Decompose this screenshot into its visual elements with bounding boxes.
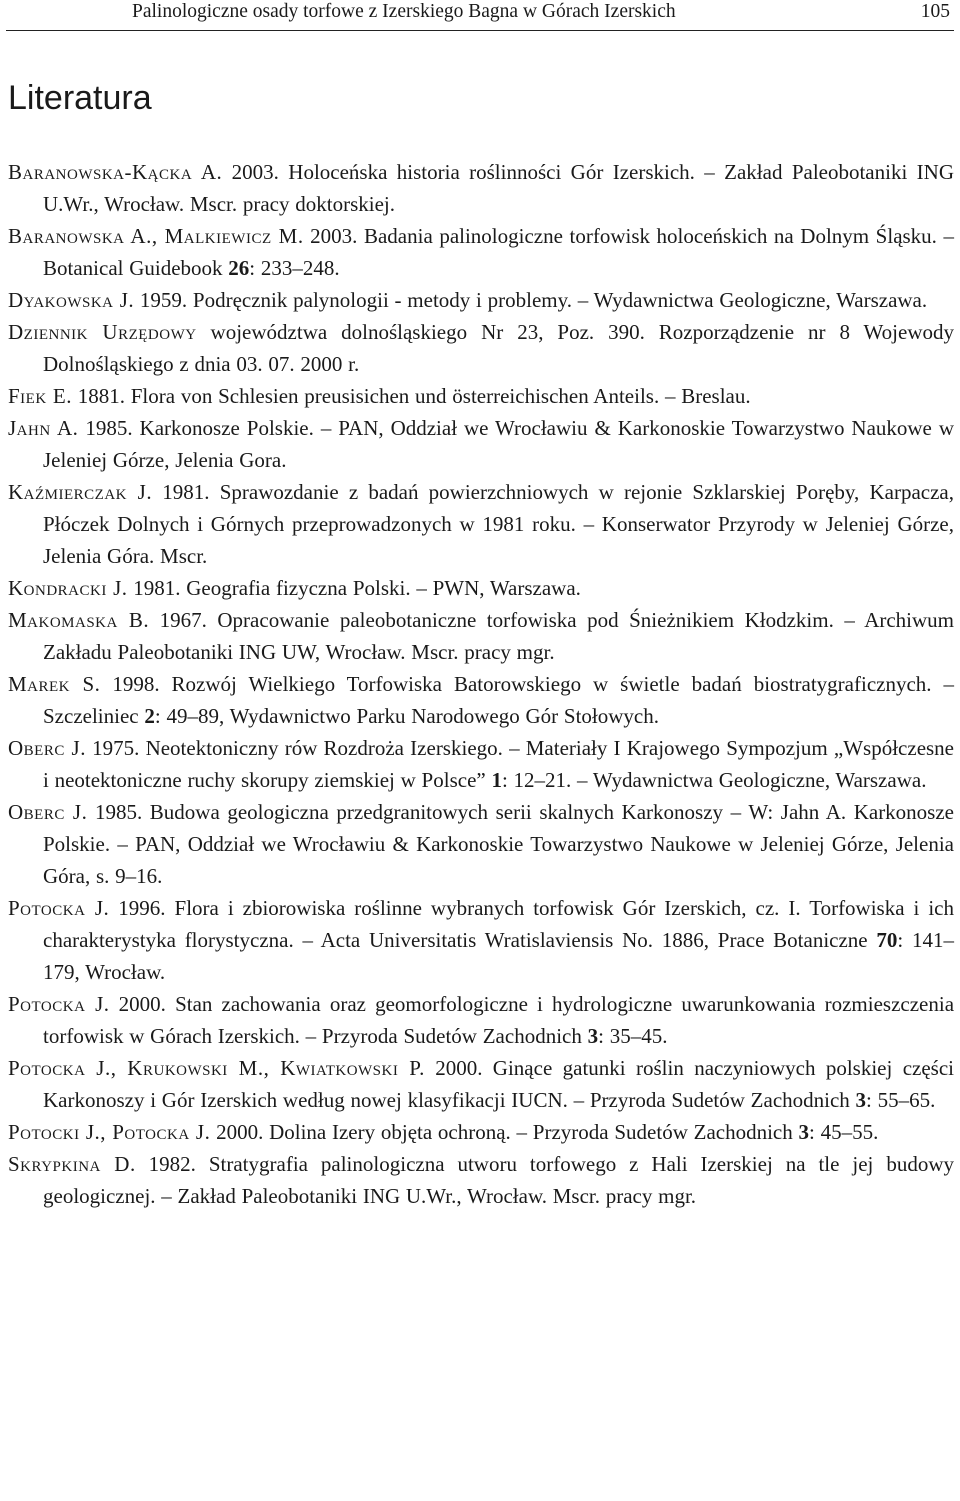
reference-authors: Baranowska-Kącka A. (8, 160, 223, 184)
reference-pages: : 12–21. – Wydawnictwa Geologiczne, Warszawa. (501, 768, 927, 792)
reference-authors: Potocka J. (8, 896, 110, 920)
reference-pages: : 35–45. (598, 1024, 668, 1048)
reference-list (8, 156, 954, 1212)
reference-pages: : 49–89, Wydawnictwo Parku Narodowego Gór Stołowych. (154, 704, 659, 728)
reference-authors: Dziennik Urzędowy (8, 320, 197, 344)
reference-entry (8, 220, 954, 284)
reference-authors: Kondracki J. (8, 576, 128, 600)
reference-authors: Marek S. (8, 672, 101, 696)
reference-volume: 2 (144, 704, 155, 728)
reference-entry (8, 572, 954, 604)
reference-volume: 3 (587, 1024, 599, 1048)
reference-authors: Jahn A. (8, 416, 79, 440)
reference-authors: Oberc J. (8, 800, 88, 824)
reference-pages: : 45–55. (809, 1120, 879, 1144)
reference-authors: Fiek E. (8, 384, 72, 408)
reference-authors: Skrypkina D. (8, 1152, 136, 1176)
reference-pages: : 141–179, Wrocław. (43, 928, 954, 984)
reference-authors: Dyakowska J. (8, 288, 135, 312)
reference-volume: 3 (798, 1120, 809, 1144)
reference-entry (8, 796, 954, 892)
reference-entry (8, 476, 954, 572)
reference-entry (8, 604, 954, 668)
reference-entry (8, 1052, 954, 1116)
reference-authors: Oberc J. (8, 736, 86, 760)
reference-text: 2003. Holoceńska historia roślinności Gór Izerskich. – Zakład Paleobotaniki ING U.Wr., Wrocław. Mscr. pracy doktorskiej. (43, 160, 954, 216)
reference-authors: Kaźmierczak J. (8, 480, 153, 504)
reference-volume: 3 (855, 1088, 867, 1112)
reference-authors: Baranowska A., Malkiewicz M. (8, 224, 304, 248)
reference-entry (8, 988, 954, 1052)
reference-text: 1981. Geografia fizyczna Polski. – PWN, Warszawa. (127, 576, 581, 600)
reference-text: 1982. Stratygrafia palinologiczna utworu torfowego z Hali Izerskiej na tle jej budowy geologicznej. – Zakład Paleobotaniki ING U.Wr., Wrocław. Mscr. pracy mgr. (43, 1152, 954, 1208)
reference-text: województwa dolnośląskiego Nr 23, Poz. 390. Rozporządzenie nr 8 Wojewody Dolnośląskiego z dnia 03. 07. 2000 r. (43, 320, 954, 376)
reference-entry (8, 1116, 954, 1148)
reference-text: 1967. Opracowanie paleobotaniczne torfowiska pod Śnieżnikiem Kłodzkim. – Archiwum Zakładu Paleobotaniki ING UW, Wrocław. Mscr. pracy mgr. (43, 608, 955, 664)
reference-pages: : 55–65. (866, 1088, 936, 1112)
reference-volume: 26 (228, 256, 250, 280)
reference-entry (8, 732, 954, 796)
reference-text: 2000. Ginące gatunki roślin naczyniowych polskiej części Karkonoszy i Gór Izerskich według nowej klasyfikacji IUCN. – Przyroda Sudetów Zachodnich (43, 1056, 954, 1112)
reference-text: 1985. Karkonosze Polskie. – PAN, Oddział we Wrocławiu & Karkonoskie Towarzystwo Naukowe w Jeleniej Górze, Jelenia Gora. (43, 416, 955, 472)
reference-text: 2000. Dolina Izery objęta ochroną. – Przyroda Sudetów Zachodnich (210, 1120, 799, 1144)
reference-text: 1959. Podręcznik palynologii - metody i problemy. – Wydawnictwa Geologiczne, Warszawa. (134, 288, 928, 312)
reference-pages: : 233–248. (249, 256, 340, 280)
reference-text: 1975. Neotektoniczny rów Rozdroża Izerskiego. – Materiały I Krajowego Sympozjum „Współczesne i neotektoniczne ruchy skorupy ziemskiej w Polsce” (43, 736, 955, 792)
reference-entry (8, 412, 954, 476)
reference-authors: Makomaska B. (8, 608, 150, 632)
reference-entry (8, 380, 954, 412)
section-title: Literatura (8, 79, 152, 117)
reference-entry (8, 316, 954, 380)
reference-text: 1998. Rozwój Wielkiego Torfowiska Batorowskiego w świetle badań biostratygraficznych. – Szczeliniec (43, 672, 954, 728)
running-title: Palinologiczne osady torfowe z Izerskiego Bagna w Górach Izerskich (132, 1, 676, 22)
reference-text: 1881. Flora von Schlesien preusisichen und österreichischen Anteils. – Breslau. (72, 384, 751, 408)
reference-volume: 1 (491, 768, 502, 792)
page-number: 105 (920, 1, 950, 22)
reference-entry (8, 668, 954, 732)
reference-entry (8, 284, 954, 316)
reference-text: 1981. Sprawozdanie z badań powierzchniowych w rejonie Szklarskiej Poręby, Karpacza, Płóczek Dolnych i Górnych przeprowadzonych w 1981 roku. – Konserwator Przyrody w Jeleniej Górze, Jelenia Góra. Mscr. (43, 480, 954, 568)
reference-authors: Potocka J., Krukowski M., Kwiatkowski P. (8, 1056, 425, 1080)
reference-authors: Potocki J., Potocka J. (8, 1120, 211, 1144)
reference-text: 2000. Stan zachowania oraz geomorfologiczne i hydrologiczne uwarunkowania rozmieszczenia torfowisk w Górach Izerskich. – Przyroda Sudetów Zachodnich (43, 992, 955, 1048)
reference-entry (8, 1148, 954, 1212)
running-header (6, 0, 954, 31)
reference-text: 1985. Budowa geologiczna przedgranitowych serii skalnych Karkonoszy – W: Jahn A. Karkonosze Polskie. – PAN, Oddział we Wrocławiu & Karkonoskie Towarzystwo Naukowe w Jeleniej Górze, Jelenia Góra, s. 9–16. (43, 800, 954, 888)
reference-entry (8, 156, 954, 220)
reference-volume: 70 (876, 928, 898, 952)
reference-authors: Potocka J. (8, 992, 110, 1016)
reference-text: 2003. Badania palinologiczne torfowisk holoceńskich na Dolnym Śląsku. – Botanical Guidebook (43, 224, 954, 280)
reference-text: 1996. Flora i zbiorowiska roślinne wybranych torfowisk Gór Izerskich, cz. I. Torfowiska i ich charakterystyka florystyczna. – Acta Universitatis Wratislaviensis No. 1886, Prace Botaniczne (43, 896, 955, 952)
reference-entry (8, 892, 954, 988)
